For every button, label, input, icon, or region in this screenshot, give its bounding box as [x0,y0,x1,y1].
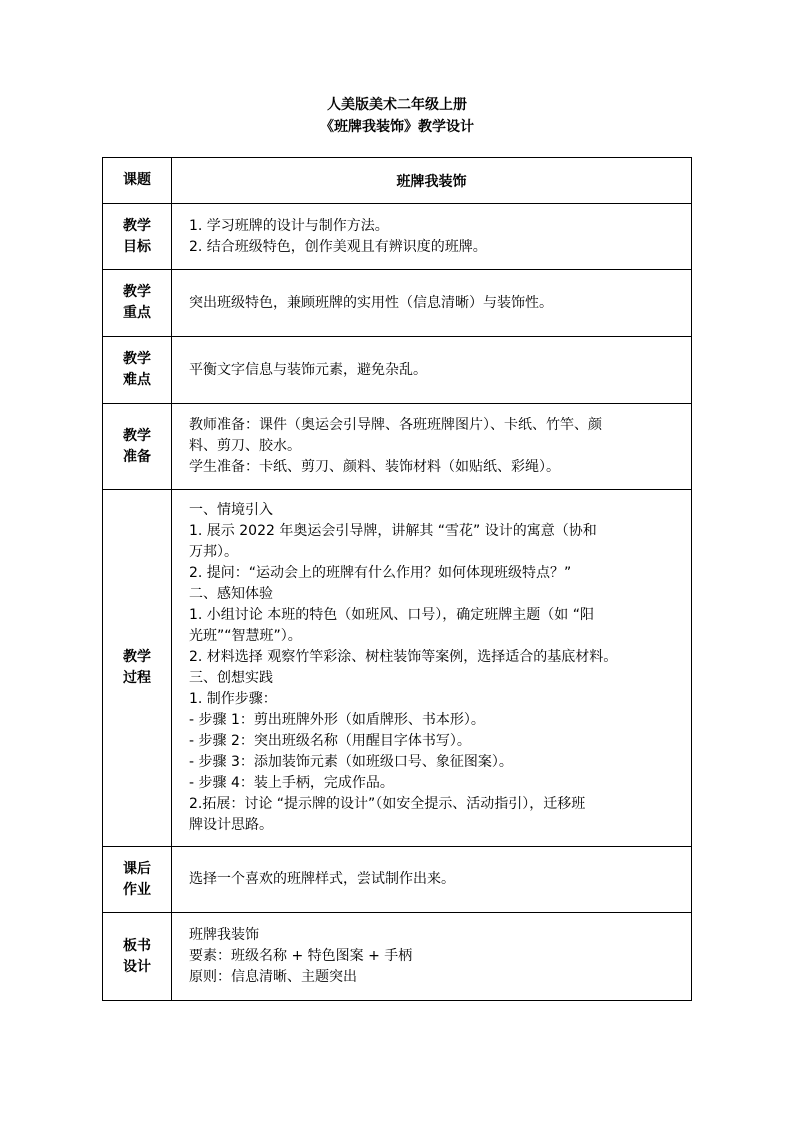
process-line: 二、感知体验 [189,586,273,602]
row-difficulties [103,337,692,404]
board-line: 原则：信息清晰、主题突出 [189,969,357,985]
board-content [172,913,692,1001]
process-line: - 步骤 4：装上手柄，完成作品。 [189,775,394,791]
preparation-line: 教师准备：课件（奥运会引导牌、各班班牌图片）、卡纸、竹竿、颜 [189,417,602,433]
row-board [103,913,692,1001]
title-line-1: 人美版美术二年级上册 [327,97,467,113]
topic-value: 班牌我装饰 [172,158,692,204]
board-line: 要素：班级名称 + 特色图案 + 手柄 [189,948,413,964]
process-line: 牌设计思路。 [189,817,273,833]
process-line: 2. 提问：“运动会上的班牌有什么作用？如何体现班级特点？” [189,565,572,581]
label-difficulties: 教学 难点 [103,337,172,404]
process-line: - 步骤 3：添加装饰元素（如班级口号、象征图案）。 [189,754,513,770]
row-preparation [103,404,692,490]
process-line: 一、情境引入 [189,502,273,518]
title-line-2: 《班牌我装饰》教学设计 [320,119,474,135]
label-topic: 课题 [103,158,172,204]
process-line: 1. 小组讨论 本班的特色（如班风、口号），确定班牌主题（如 “阳 [189,607,594,623]
goals-line: 1. 学习班牌的设计与制作方法。 [189,217,389,234]
difficulties-content: 平衡文字信息与装饰元素，避免杂乱。 [172,337,692,404]
row-topic [103,158,692,204]
preparation-line: 料、剪刀、胶水。 [189,438,301,454]
label-board: 板书 设计 [103,913,172,1001]
goals-line: 2. 结合班级特色，创作美观且有辨识度的班牌。 [189,238,487,255]
process-line: 万邦）。 [189,544,238,560]
process-line: 光班”“智慧班”）。 [189,628,302,644]
process-line: 1. 制作步骤： [189,691,277,707]
process-line: - 步骤 1：剪出班牌外形（如盾牌形、书本形）。 [189,712,485,728]
goals-content [172,204,692,270]
process-line: 2.拓展：讨论 “提示牌的设计”（如安全提示、活动指引），迁移班 [189,796,586,812]
row-process [103,490,692,847]
key-points-content: 突出班级特色，兼顾班牌的实用性（信息清晰）与装饰性。 [172,270,692,337]
label-preparation: 教学 准备 [103,404,172,490]
label-key-points: 教学 重点 [103,270,172,337]
process-line: 1. 展示 2022 年奥运会引导牌，讲解其 “雪花” 设计的寓意（协和 [189,523,597,539]
process-line: 三、创想实践 [189,670,273,686]
label-process: 教学 过程 [103,490,172,847]
document-title [0,94,794,138]
lesson-plan-table [102,157,692,1001]
preparation-content [172,404,692,490]
process-line: 2. 材料选择 观察竹竿彩涂、树柱装饰等案例，选择适合的基底材料。 [189,649,618,665]
process-content [172,490,692,847]
row-key-points [103,270,692,337]
board-line: 班牌我装饰 [189,927,259,943]
homework-content: 选择一个喜欢的班牌样式，尝试制作出来。 [172,847,692,913]
label-goals: 教学 目标 [103,204,172,270]
row-homework [103,847,692,913]
preparation-line: 学生准备：卡纸、剪刀、颜料、装饰材料（如贴纸、彩绳）。 [189,459,560,475]
row-goals [103,204,692,270]
label-homework: 课后 作业 [103,847,172,913]
process-line: - 步骤 2：突出班级名称（用醒目字体书写）。 [189,733,471,749]
